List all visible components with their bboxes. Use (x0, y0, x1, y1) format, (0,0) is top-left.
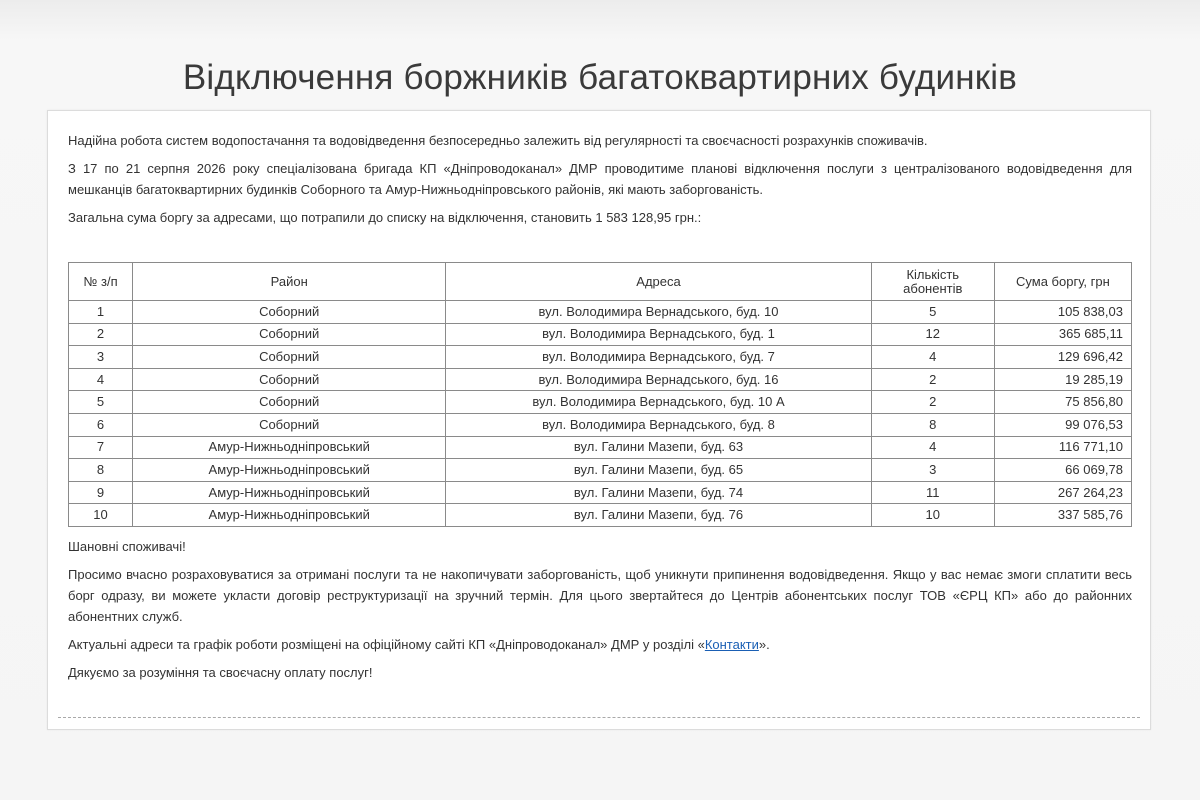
cell-district: Соборний (133, 391, 446, 414)
outro-paragraph-2-text: Актуальні адреси та графік роботи розміщені на офіційному сайті КП «Дніпроводоканал» ДМР у розділі « (68, 636, 705, 652)
cell-address: вул. Володимира Вернадського, буд. 7 (446, 346, 871, 369)
cell-debt-sum: 129 696,42 (994, 346, 1131, 369)
table-header-row (69, 263, 1132, 301)
cell-district: Амур-Нижньодніпровський (133, 481, 446, 504)
cell-subscribers: 4 (871, 436, 994, 459)
intro-paragraph-1: Надійна робота систем водопостачання та водовідведення безпосередньо залежить від регулярності та своєчасності розрахунків споживачів. (68, 133, 928, 148)
cell-district: Соборний (133, 413, 446, 436)
contacts-link[interactable]: Контакти (704, 636, 759, 652)
cell-address: вул. Галини Мазепи, буд. 74 (446, 481, 871, 504)
header-subscribers: Кількість абонентів (871, 263, 994, 301)
cell-debt-sum: 365 685,11 (994, 323, 1131, 346)
cell-district: Амур-Нижньодніпровський (133, 436, 446, 459)
cell-debt-sum: 116 771,10 (994, 436, 1131, 459)
cell-debt-sum: 75 856,80 (994, 391, 1131, 414)
cell-debt-sum: 267 264,23 (994, 481, 1131, 504)
cell-debt-sum: 99 076,53 (994, 413, 1131, 436)
cell-subscribers: 3 (871, 459, 994, 482)
table-row (69, 346, 1132, 369)
cell-number: 10 (69, 504, 133, 527)
page-title: Відключення боржників багатоквартирних будинків (182, 58, 1018, 97)
cell-number: 7 (69, 436, 133, 459)
outro-greeting: Шановні споживачі! (68, 538, 186, 554)
cell-subscribers: 12 (871, 323, 994, 346)
intro-paragraph-2: З 17 по 21 серпня 2026 року спеціалізована бригада КП «Дніпроводоканал» ДМР проводитиме планові відключення послуги з централізованого водовідведення для мешканців багатоквартирних будинків Соборного та Амур-Нижньодніпровського районів, які мають заборгованість. (68, 161, 1132, 197)
table-row (69, 436, 1132, 459)
cell-district: Соборний (133, 301, 446, 324)
cell-subscribers: 10 (871, 504, 994, 527)
cell-subscribers: 11 (871, 481, 994, 504)
cell-district: Амур-Нижньодніпровський (133, 504, 446, 527)
cell-debt-sum: 19 285,19 (994, 368, 1131, 391)
table-row (69, 301, 1132, 324)
header-address: Адреса (446, 263, 871, 301)
cell-subscribers: 4 (871, 346, 994, 369)
cell-district: Соборний (133, 368, 446, 391)
outro-paragraph-1: Просимо вчасно розраховуватися за отримані послуги та не накопичувати заборгованість, щоб уникнути припинення водовідведення. Якщо у вас немає змоги сплатити весь борг одразу, ви можете укласти договір реструктуризації на зручний термін. Для цього звертайтеся до Центрів абонентських послуг ТОВ «ЄРЦ КП» або до районних абонентних служб. (68, 566, 1132, 624)
outro-paragraph-2 (68, 634, 1132, 655)
cell-address: вул. Галини Мазепи, буд. 63 (446, 436, 871, 459)
cell-number: 8 (69, 459, 133, 482)
table-row (69, 323, 1132, 346)
cell-number: 6 (69, 413, 133, 436)
cell-debt-sum: 66 069,78 (994, 459, 1131, 482)
header-debt-sum: Сума боргу, грн (994, 263, 1131, 301)
outro-paragraph-2-end: ». (758, 636, 770, 652)
cell-number: 9 (69, 481, 133, 504)
cell-debt-sum: 337 585,76 (994, 504, 1131, 527)
cell-address: вул. Володимира Вернадського, буд. 16 (446, 368, 871, 391)
cell-address: вул. Галини Мазепи, буд. 76 (446, 504, 871, 527)
outro-thanks: Дякуємо за розуміння та своєчасну оплату послуг! (68, 664, 373, 680)
cell-address: вул. Володимира Вернадського, буд. 8 (446, 413, 871, 436)
debtors-table (68, 262, 1132, 527)
cell-subscribers: 2 (871, 368, 994, 391)
article-card (47, 110, 1151, 730)
table-row (69, 504, 1132, 527)
table-row (69, 391, 1132, 414)
cell-district: Соборний (133, 323, 446, 346)
header-number: № з/п (69, 263, 133, 301)
cell-address: вул. Володимира Вернадського, буд. 1 (446, 323, 871, 346)
cell-district: Соборний (133, 346, 446, 369)
table-row (69, 459, 1132, 482)
cell-number: 2 (69, 323, 133, 346)
cell-address: вул. Галини Мазепи, буд. 65 (446, 459, 871, 482)
cell-number: 1 (69, 301, 133, 324)
cell-subscribers: 8 (871, 413, 994, 436)
table-row (69, 368, 1132, 391)
cell-debt-sum: 105 838,03 (994, 301, 1131, 324)
cell-address: вул. Володимира Вернадського, буд. 10 (446, 301, 871, 324)
article-content (68, 130, 1132, 690)
header-district: Район (133, 263, 446, 301)
table-row (69, 481, 1132, 504)
cell-number: 4 (69, 368, 133, 391)
cell-address: вул. Володимира Вернадського, буд. 10 А (446, 391, 871, 414)
cell-subscribers: 5 (871, 301, 994, 324)
cell-number: 3 (69, 346, 133, 369)
cell-subscribers: 2 (871, 391, 994, 414)
table-row (69, 413, 1132, 436)
dashed-divider (58, 717, 1140, 718)
cell-number: 5 (69, 391, 133, 414)
cell-district: Амур-Нижньодніпровський (133, 459, 446, 482)
intro-paragraph-3: Загальна сума боргу за адресами, що потрапили до списку на відключення, становить 1 583 128,95 грн.: (68, 210, 702, 225)
